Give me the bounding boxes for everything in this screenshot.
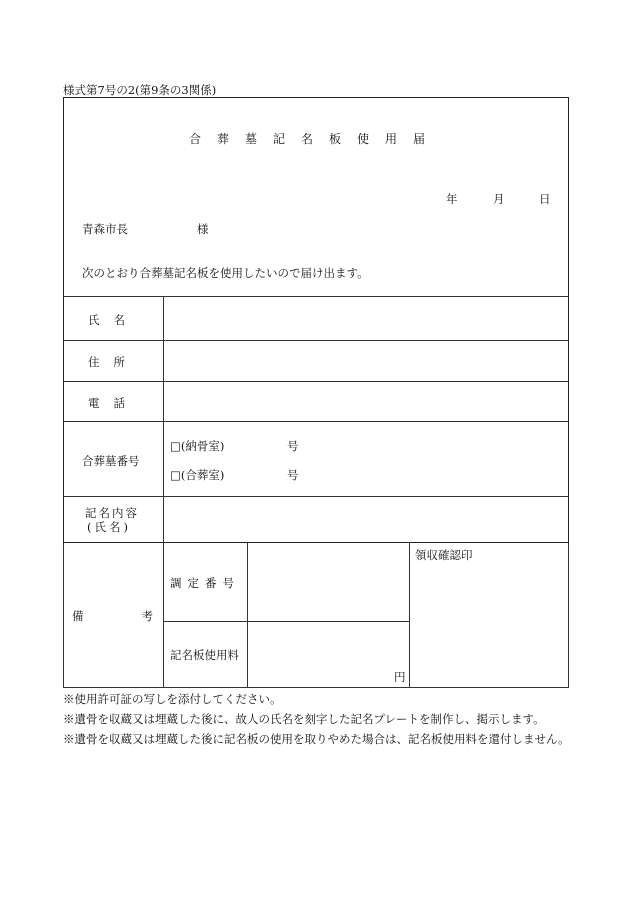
- divider: [63, 687, 569, 688]
- option-joint-burial[interactable]: □(合葬室): [170, 468, 225, 482]
- note-3: ※遺骨を収蔵又は埋蔵した後に記名板の使用を取りやめた場合は、記名板使用料を還付しません。: [63, 732, 570, 746]
- label-name: 氏名: [88, 313, 139, 327]
- label-grave-number: 合葬墓番号: [82, 454, 140, 468]
- label-receipt-stamp: 領収確認印: [415, 548, 473, 562]
- intro-text: 次のとおり合葬墓記名板を使用したいので届け出ます。: [82, 266, 369, 280]
- unit-ossuary: 号: [287, 439, 299, 453]
- label-inscription-sub: (氏名): [87, 520, 131, 534]
- name-field[interactable]: [164, 297, 568, 339]
- label-inscription: 記名内容: [85, 506, 139, 520]
- divider: [568, 543, 569, 688]
- date-day: 日: [539, 192, 551, 206]
- note-2: ※遺骨を収蔵又は埋蔵した後に、故人の氏名を刻字した記名プレートを制作し、掲示します。: [63, 712, 545, 726]
- divider: [63, 421, 569, 422]
- inscription-field[interactable]: [164, 497, 568, 542]
- addressee: 青森市長: [82, 222, 128, 236]
- form-title: 合葬墓記名板使用届: [188, 132, 441, 146]
- divider: [409, 543, 410, 688]
- address-field[interactable]: [164, 341, 568, 380]
- unit-joint-burial: 号: [287, 468, 299, 482]
- phone-field[interactable]: [164, 382, 568, 420]
- honorific: 様: [197, 222, 209, 236]
- date-year: 年: [446, 192, 458, 206]
- label-fee: 記名板使用料: [170, 648, 239, 662]
- yen-unit: 円: [394, 670, 406, 684]
- label-remarks: 備考: [72, 609, 211, 623]
- form-number: 様式第7号の2(第9条の3関係): [63, 83, 217, 97]
- option-ossuary[interactable]: □(納骨室): [170, 439, 225, 453]
- label-phone: 電話: [88, 396, 139, 410]
- date-month: 月: [493, 192, 505, 206]
- divider: [247, 543, 248, 688]
- label-adjustment-number: 調定番号: [170, 576, 240, 590]
- divider: [63, 543, 64, 688]
- label-address: 住所: [88, 355, 139, 369]
- note-1: ※使用許可証の写しを添付してください。: [63, 692, 282, 706]
